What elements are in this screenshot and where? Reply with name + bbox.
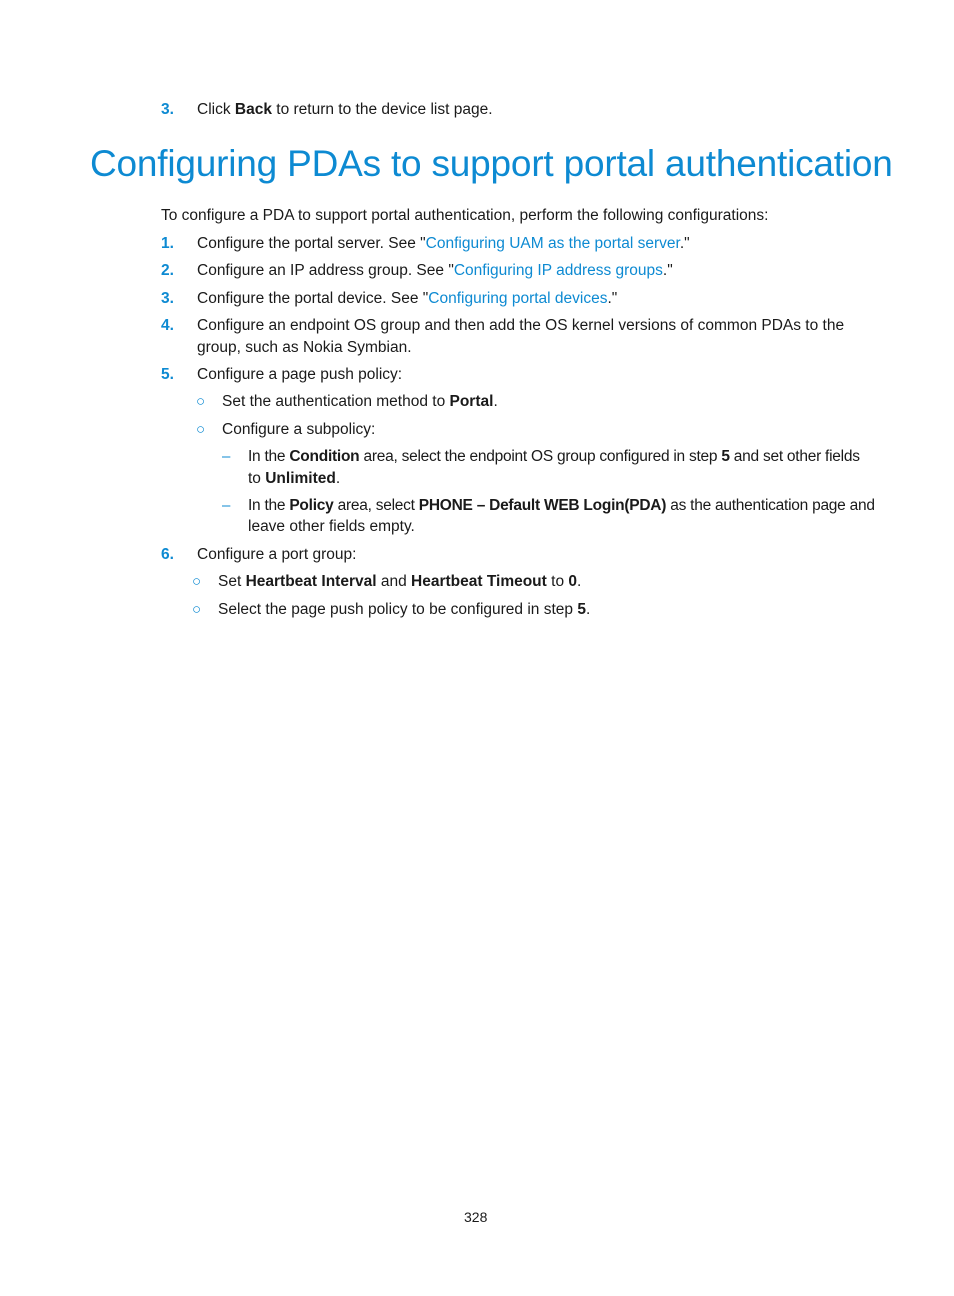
step-number: 5. <box>161 366 174 383</box>
step-number: 4. <box>161 317 174 334</box>
step-text: Configure a port group: <box>197 546 357 563</box>
link-configuring-ip-address-groups[interactable]: Configuring IP address groups <box>453 262 663 279</box>
bullet-circle-icon: ○ <box>196 421 206 438</box>
step-number: 6. <box>161 546 174 563</box>
step-text: Configure a page push policy: <box>197 366 403 383</box>
sub-item-text: Configure a subpolicy: <box>222 421 376 438</box>
link-configuring-portal-devices[interactable]: Configuring portal devices <box>428 290 608 307</box>
bullet-circle-icon: ○ <box>192 601 202 618</box>
bullet-circle-icon: ○ <box>192 573 202 590</box>
dash-bullet-icon: – <box>222 497 231 514</box>
step-number: 3. <box>161 290 174 307</box>
subsub-item-text-line2: leave other fields empty. <box>248 518 415 535</box>
sub-item-text: Select the page push policy to be configured in step 5. <box>218 601 591 618</box>
step-number: 1. <box>161 235 174 252</box>
subsub-item-text: In the Policy area, select PHONE – Default WEB Login(PDA) as the authentication page and <box>248 497 875 514</box>
bullet-circle-icon: ○ <box>196 393 206 410</box>
back-button-label: Back <box>234 101 272 118</box>
sub-item-text: Set Heartbeat Interval and Heartbeat Timeout to 0. <box>218 573 582 590</box>
intro-paragraph: To configure a PDA to support portal authentication, perform the following configurations: <box>161 207 769 224</box>
step-text: Configure an IP address group. See "Configuring IP address groups." <box>197 262 673 279</box>
step-text-line2: group, such as Nokia Symbian. <box>197 339 412 356</box>
subsub-item-text: In the Condition area, select the endpoint OS group configured in step 5 and set other fields <box>248 448 860 465</box>
step-number: 2. <box>161 262 174 279</box>
step-text: Configure the portal device. See "Configuring portal devices." <box>197 290 618 307</box>
step-number: 3. <box>161 101 174 118</box>
step-text: Click Back to return to the device list page. <box>197 101 493 118</box>
step-text-line1: Configure an endpoint OS group and then add the OS kernel versions of common PDAs to the <box>197 317 845 334</box>
dash-bullet-icon: – <box>222 448 231 465</box>
step-text: Configure the portal server. See "Configuring UAM as the portal server." <box>197 235 690 252</box>
link-configuring-uam[interactable]: Configuring UAM as the portal server <box>425 235 680 252</box>
subsub-item-text-line2: to Unlimited. <box>248 470 341 487</box>
page-number: 328 <box>464 1209 488 1225</box>
sub-item-text: Set the authentication method to Portal. <box>222 393 498 410</box>
page-title: Configuring PDAs to support portal authentication <box>90 143 893 184</box>
